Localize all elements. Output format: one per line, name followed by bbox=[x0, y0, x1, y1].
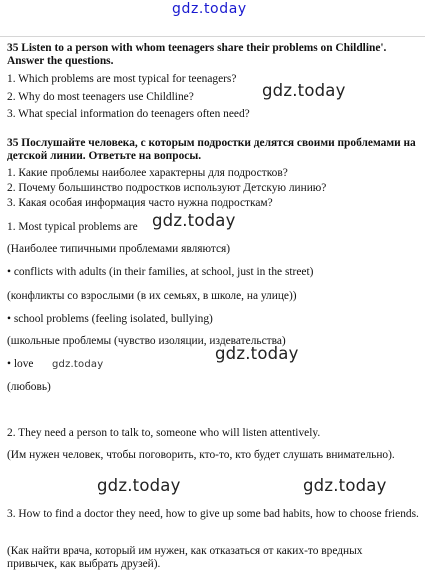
bullet-school: • school problems (feeling isolated, bullying) bbox=[7, 313, 213, 325]
question-1-en: 1. Which problems are most typical for teenagers? bbox=[7, 73, 237, 85]
watermark-3: gdz.today bbox=[215, 344, 299, 363]
bullet-love: • love bbox=[7, 358, 34, 370]
answer-1-intro: 1. Most typical problems are bbox=[7, 221, 138, 233]
question-2-en: 2. Why do most teenagers use Childline? bbox=[7, 91, 194, 103]
watermark-5: gdz.today bbox=[303, 476, 387, 495]
bullet-school-ru: (школьные проблемы (чувство изоляции, издевательства) bbox=[7, 335, 286, 347]
task-heading-ru: 35 Послушайте человека, с которым подростки делятся своими проблемами на детской линии. Ответьте на вопросы. bbox=[7, 137, 416, 162]
answer-1-intro-ru: (Наиболее типичными проблемами являются) bbox=[7, 243, 231, 255]
bullet-love-ru: (любовь) bbox=[7, 381, 51, 393]
watermark-small: gdz.today bbox=[52, 359, 104, 370]
answer-3: 3. How to find a doctor they need, how to give up some bad habits, how to choose friends. bbox=[7, 508, 419, 520]
watermark-top: gdz.today bbox=[172, 1, 247, 17]
question-3-en: 3. What special information do teenagers often need? bbox=[7, 108, 250, 120]
question-3-ru: 3. Какая особая информация часто нужна подросткам? bbox=[7, 197, 273, 209]
question-1-ru: 1. Какие проблемы наиболее характерны для подростков? bbox=[7, 167, 288, 179]
answer-2-ru: (Им нужен человек, чтобы поговорить, кто-то, кто будет слушать внимательно). bbox=[7, 449, 395, 461]
bullet-conflicts: • conflicts with adults (in their families, at school, just in the street) bbox=[7, 266, 314, 278]
watermark-1: gdz.today bbox=[262, 81, 346, 100]
answer-3-ru: (Как найти врача, который им нужен, как отказаться от каких-то вредных привычек, как выбрать друзей). bbox=[7, 545, 363, 570]
answer-2: 2. They need a person to talk to, someone who will listen attentively. bbox=[7, 427, 321, 439]
task-heading-en: 35 Listen to a person with whom teenagers share their problems on Childline'. Answer the questions. bbox=[7, 42, 387, 67]
watermark-2: gdz.today bbox=[152, 211, 236, 230]
separator-top bbox=[0, 36, 425, 37]
bullet-conflicts-ru: (конфликты со взрослыми (в их семьях, в школе, на улице)) bbox=[7, 290, 297, 302]
watermark-4: gdz.today bbox=[97, 476, 181, 495]
question-2-ru: 2. Почему большинство подростков используют Детскую линию? bbox=[7, 182, 327, 194]
